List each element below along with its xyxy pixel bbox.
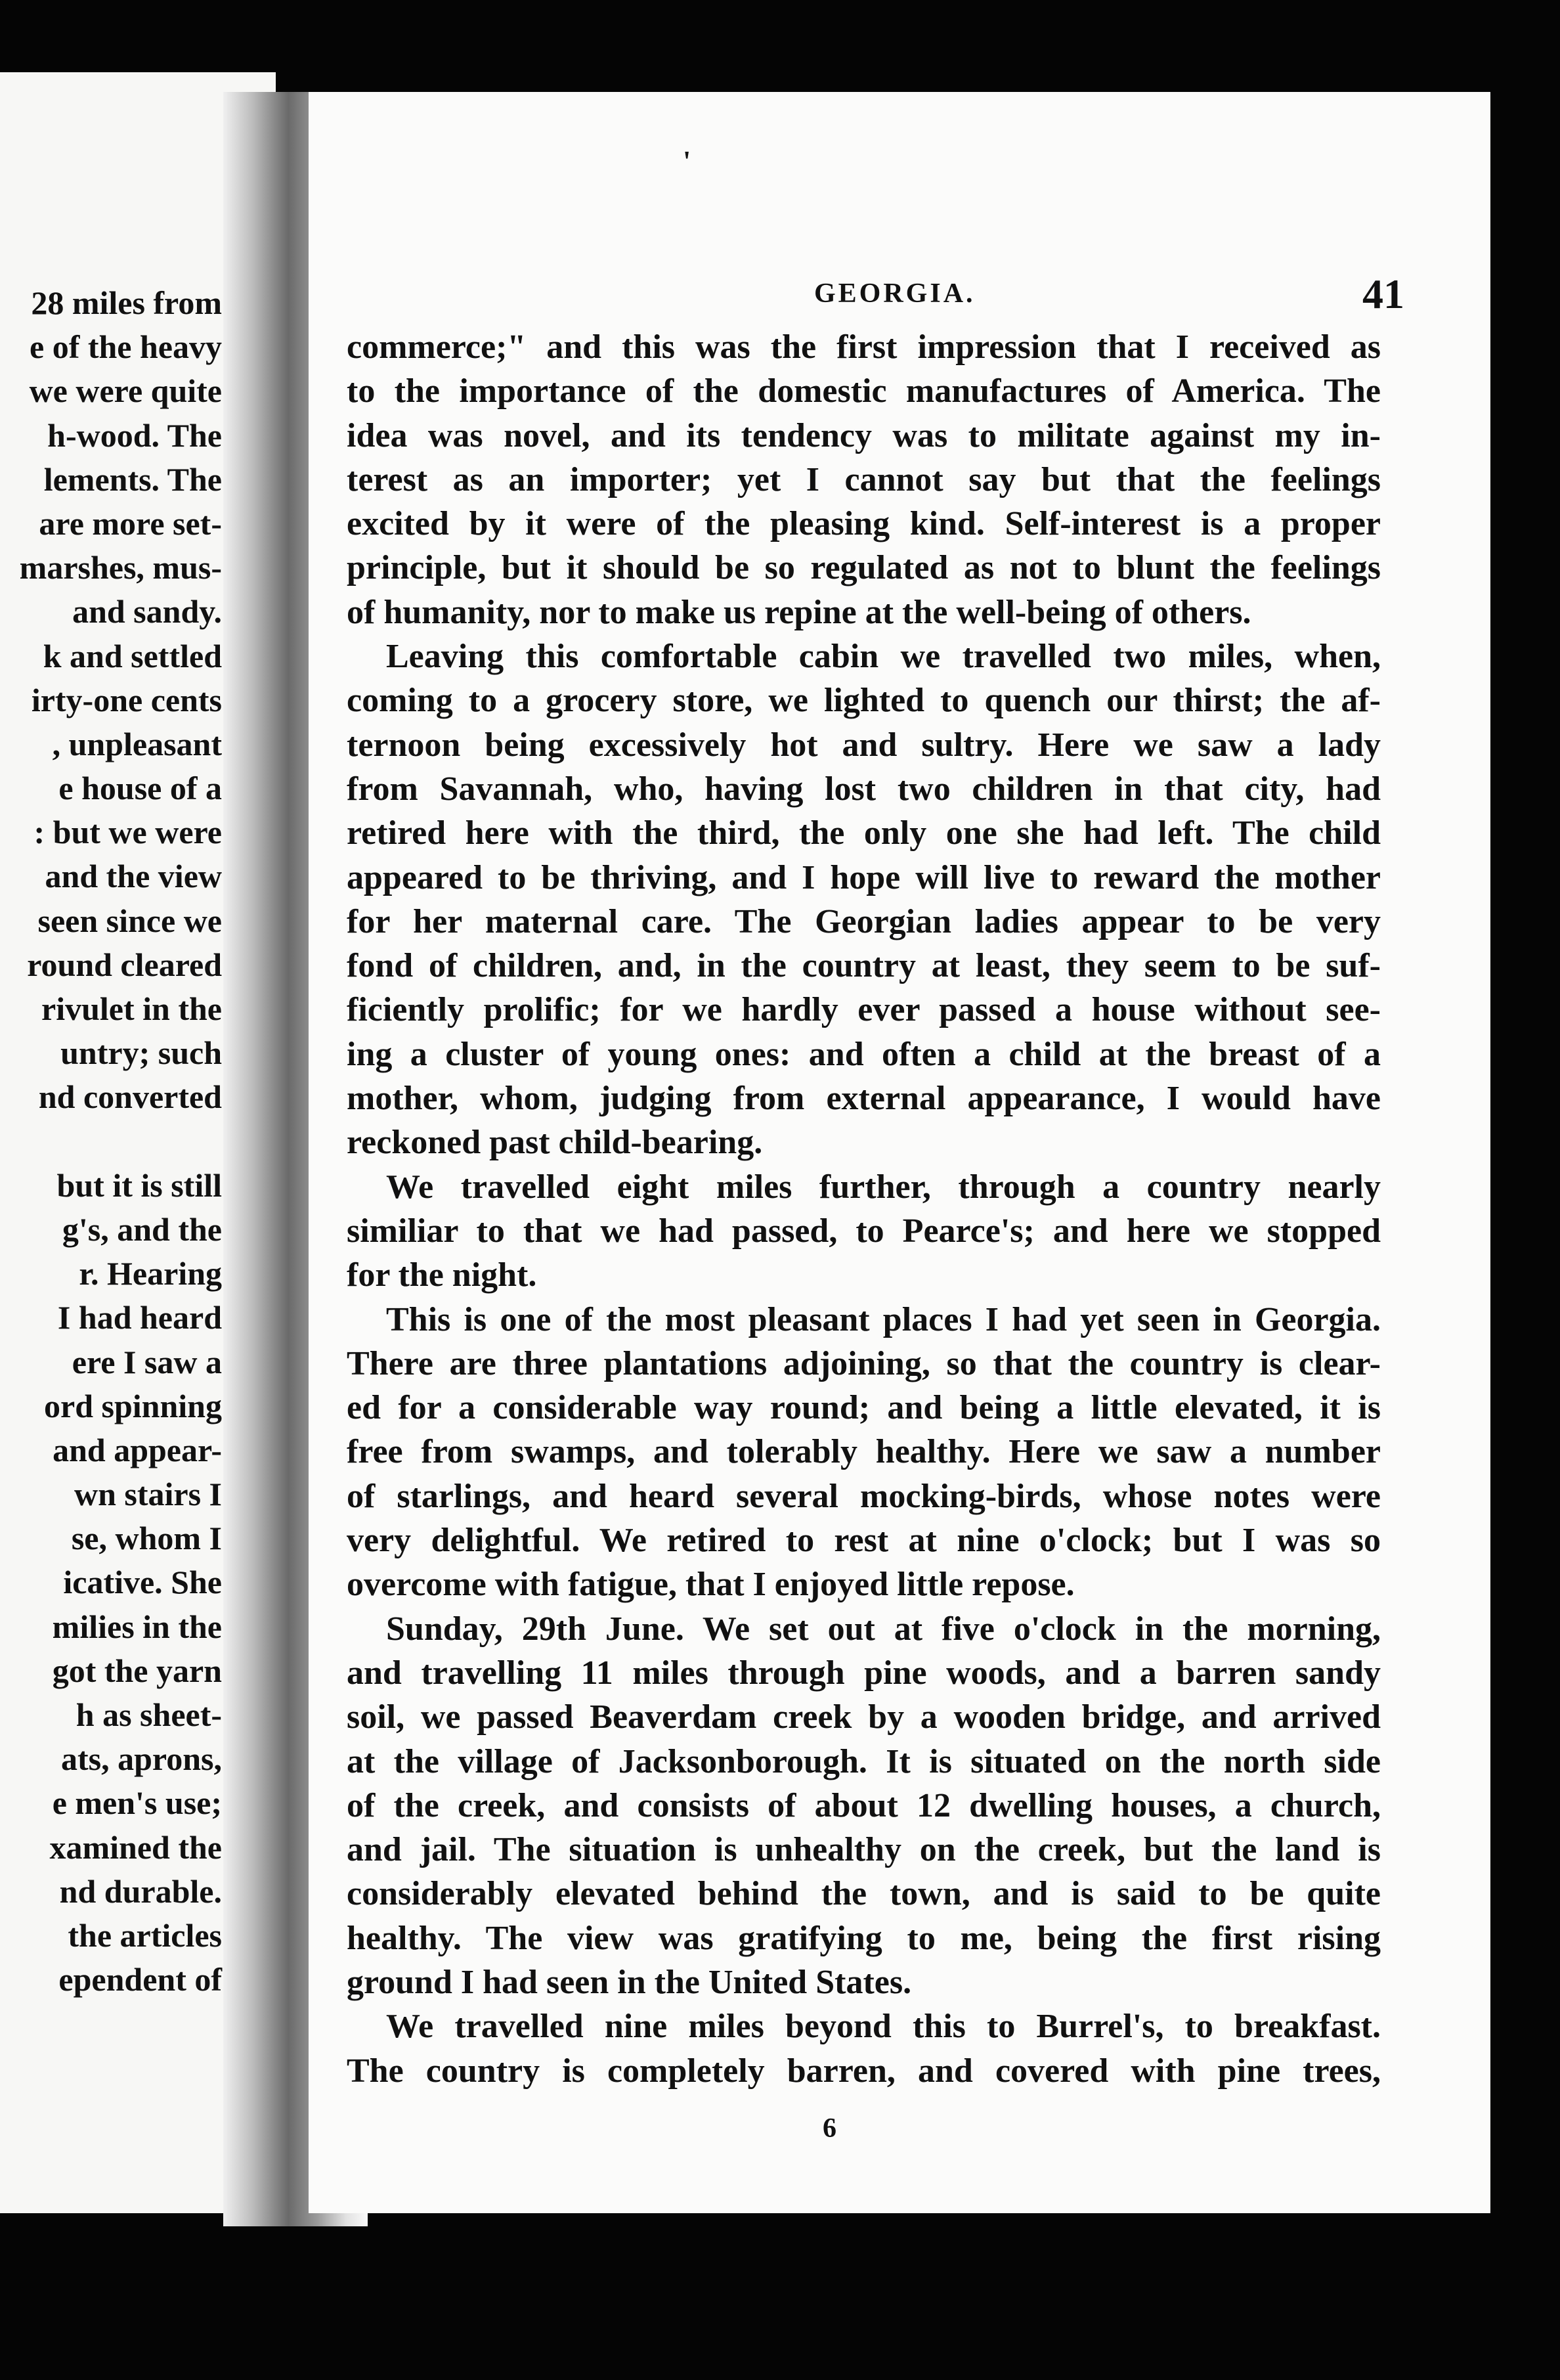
text-line: similiar to that we had passed, to Pearce's; and here we stopped (347, 1212, 1381, 1250)
text-line: principle, but it should be so regulated as not to blunt the feelings (347, 549, 1381, 587)
book-page (309, 92, 1490, 2213)
text-line: soil, we passed Beaverdam creek by a wooden bridge, and arrived (347, 1698, 1381, 1736)
facing-line: we were quite (29, 372, 222, 410)
text-line: reckoned past child-bearing. (347, 1124, 763, 1162)
text-line: of humanity, nor to make us repine at the well-being of others. (347, 593, 1251, 631)
text-line: healthy. The view was gratifying to me, being the first rising (347, 1919, 1381, 1957)
facing-line: e house of a (58, 770, 222, 807)
text-line: very delightful. We retired to rest at nine o'clock; but I was so (347, 1522, 1381, 1560)
running-title: GEORGIA. (814, 278, 976, 309)
text-line: mother, whom, judging from external appearance, I would have (347, 1080, 1381, 1118)
text-line: overcome with fatigue, that I enjoyed little repose. (347, 1566, 1075, 1604)
facing-line: and sandy. (72, 593, 222, 630)
text-line: idea was novel, and its tendency was to militate against my in- (347, 416, 1381, 454)
text-line: appeared to be thriving, and I hope will live to reward the mother (347, 858, 1381, 896)
facing-line: seen since we (37, 902, 222, 939)
facing-line: nd converted (38, 1078, 222, 1116)
text-line: of starlings, and heard several mocking-birds, whose notes were (347, 1477, 1381, 1515)
text-line: and travelling 11 miles through pine woods, and a barren sandy (347, 1654, 1381, 1692)
running-head (309, 271, 1490, 324)
text-line: There are three plantations adjoining, so that the country is clear- (347, 1344, 1381, 1382)
text-line: for her maternal care. The Georgian ladies appear to be very (347, 902, 1381, 940)
facing-line: I had heard (57, 1299, 222, 1336)
text-line: for the night. (347, 1256, 537, 1294)
text-line: considerably elevated behind the town, and is said to be quite (347, 1875, 1381, 1913)
facing-line (0, 1120, 222, 1164)
facing-line: icative. She (63, 1564, 222, 1601)
facing-line: and appear- (53, 1431, 222, 1468)
text-line: excited by it were of the pleasing kind. Self-interest is a proper (347, 505, 1381, 543)
facing-line: e men's use; (52, 1784, 222, 1822)
page-body (347, 325, 1381, 2093)
facing-line: : but we were (33, 814, 222, 851)
facing-line: lements. The (43, 460, 222, 498)
text-line: ing a cluster of young ones: and often a child at the breast of a (347, 1035, 1381, 1073)
signature-mark: 6 (823, 2113, 836, 2144)
top-mark: ' (683, 145, 691, 177)
facing-line: wn stairs I (74, 1476, 222, 1513)
facing-line: milies in the (52, 1608, 222, 1645)
facing-line: and the view (45, 858, 222, 895)
facing-line: 28 miles from (31, 284, 222, 321)
facing-line: rivulet in the (41, 990, 222, 1027)
text-line: fond of children, and, in the country at least, they seem to be suf- (347, 947, 1381, 985)
text-line: from Savannah, who, having lost two children in that city, had (347, 770, 1381, 808)
text-line: Leaving this comfortable cabin we travelled two miles, when, (386, 638, 1381, 676)
facing-line: g's, and the (62, 1210, 222, 1248)
facing-line: xamined the (49, 1828, 222, 1866)
facing-line: h-wood. The (47, 416, 222, 454)
facing-line: but it is still (56, 1166, 222, 1204)
facing-line: irty-one cents (31, 681, 222, 718)
text-line: Sunday, 29th June. We set out at five o'clock in the morning, (386, 1610, 1381, 1648)
facing-line: h as sheet- (76, 1696, 222, 1733)
text-line: terest as an importer; yet I cannot say but that the feelings (347, 460, 1381, 498)
facing-line: marshes, mus- (19, 549, 222, 586)
facing-page-text (0, 281, 222, 2002)
text-line: ternoon being excessively hot and sultry. Here we saw a lady (347, 726, 1381, 764)
facing-line: untry; such (60, 1034, 222, 1072)
text-line: The country is completely barren, and covered with pine trees, (347, 2052, 1381, 2090)
facing-line: se, whom I (71, 1520, 222, 1557)
page-number: 41 (1362, 271, 1404, 317)
text-line: coming to a grocery store, we lighted to quench our thirst; the af- (347, 682, 1381, 720)
facing-line: ere I saw a (72, 1343, 222, 1380)
facing-line: , unpleasant (52, 725, 222, 762)
text-line: ed for a considerable way round; and being a little elevated, it is (347, 1389, 1381, 1427)
facing-line: r. Hearing (79, 1255, 222, 1292)
facing-line: ependent of (58, 1961, 222, 1998)
text-line: commerce;" and this was the first impression that I received as (347, 328, 1381, 366)
facing-line: k and settled (43, 637, 222, 674)
facing-line: nd durable. (59, 1872, 222, 1910)
text-line: retired here with the third, the only one she had left. The child (347, 814, 1381, 852)
text-line: free from swamps, and tolerably healthy. Here we saw a number (347, 1433, 1381, 1471)
text-line: ground I had seen in the United States. (347, 1963, 912, 2001)
text-line: at the village of Jacksonborough. It is situated on the north side (347, 1742, 1381, 1780)
facing-line: got the yarn (52, 1652, 222, 1689)
text-line: of the creek, and consists of about 12 dwelling houses, a church, (347, 1786, 1381, 1824)
text-line: We travelled nine miles beyond this to Burrel's, to breakfast. (386, 2008, 1381, 2046)
text-line: to the importance of the domestic manufactures of America. The (347, 372, 1381, 410)
facing-line: round cleared (27, 946, 222, 983)
facing-line: ats, aprons, (61, 1740, 222, 1778)
facing-line: e of the heavy (30, 328, 222, 366)
text-line: and jail. The situation is unhealthy on the creek, but the land is (347, 1831, 1381, 1869)
facing-line: the articles (68, 1916, 222, 1954)
text-line: We travelled eight miles further, through a country nearly (386, 1168, 1381, 1206)
facing-line: are more set- (39, 504, 222, 542)
facing-line: ord spinning (44, 1387, 222, 1424)
text-line: This is one of the most pleasant places I had yet seen in Georgia. (386, 1300, 1381, 1338)
text-line: ficiently prolific; for we hardly ever passed a house without see- (347, 991, 1381, 1029)
